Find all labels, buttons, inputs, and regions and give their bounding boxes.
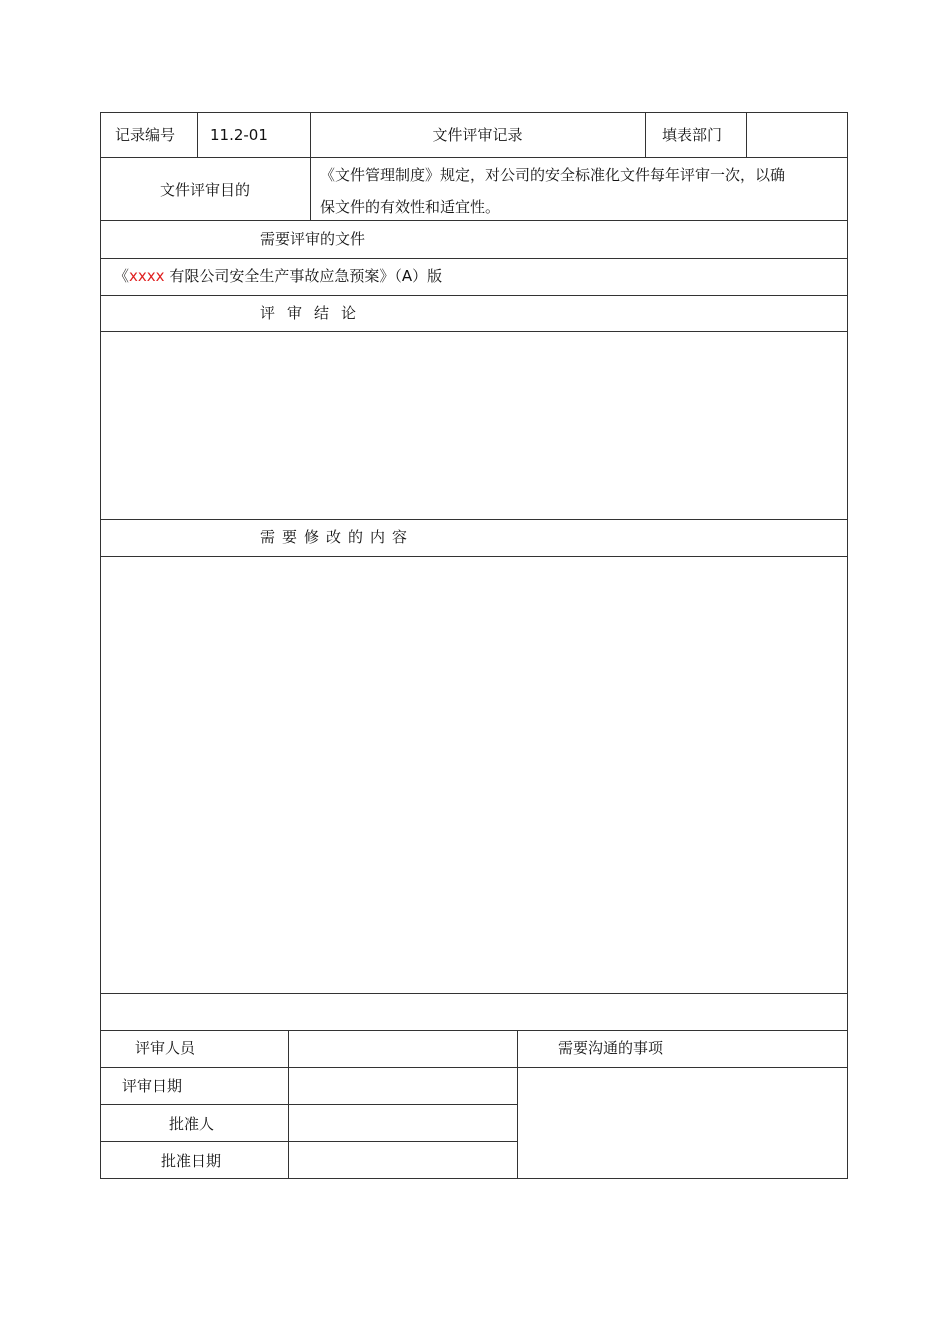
purpose-text-line1: 《文件管理制度》规定，对公司的安全标准化文件每年评审一次，以确 bbox=[320, 166, 786, 184]
col-divider bbox=[746, 112, 747, 157]
row-divider bbox=[100, 1141, 517, 1142]
dept-label: 填表部门 bbox=[662, 126, 723, 144]
row-divider bbox=[100, 295, 848, 296]
approver-field[interactable] bbox=[292, 1108, 512, 1138]
conclusion-label: 评审结论 bbox=[260, 304, 369, 322]
conclusion-field[interactable] bbox=[104, 336, 844, 514]
form-title: 文件评审记录 bbox=[432, 126, 523, 144]
row-divider bbox=[100, 1030, 848, 1031]
approve-date-label: 批准日期 bbox=[161, 1152, 222, 1170]
row-divider bbox=[100, 258, 848, 259]
row-divider bbox=[100, 556, 848, 557]
doc-bracket: 《 bbox=[114, 267, 130, 285]
row-divider bbox=[100, 331, 848, 332]
purpose-text-line2: 保文件的有效性和适宜性。 bbox=[320, 198, 501, 216]
row-divider bbox=[100, 157, 848, 158]
reviewers-label: 评审人员 bbox=[135, 1039, 196, 1057]
reviewers-field[interactable] bbox=[292, 1034, 512, 1064]
doc-company-placeholder: xxxx bbox=[129, 267, 165, 285]
col-divider bbox=[517, 1030, 518, 1179]
row-divider bbox=[100, 993, 848, 994]
communicate-field[interactable] bbox=[521, 1071, 843, 1175]
purpose-label: 文件评审目的 bbox=[159, 181, 250, 199]
col-divider bbox=[645, 112, 646, 157]
approver-label: 批准人 bbox=[169, 1115, 215, 1133]
modifications-field[interactable] bbox=[104, 561, 844, 989]
col-divider bbox=[197, 112, 198, 157]
record-no-value[interactable]: 11.2-01 bbox=[210, 126, 268, 144]
row-divider bbox=[100, 1067, 848, 1068]
col-divider bbox=[288, 1030, 289, 1179]
row-divider bbox=[100, 1104, 517, 1105]
approve-date-field[interactable] bbox=[292, 1145, 512, 1175]
row-divider bbox=[100, 519, 848, 520]
review-date-label: 评审日期 bbox=[122, 1077, 183, 1095]
review-files-label: 需要评审的文件 bbox=[260, 230, 366, 248]
record-no-label: 记录编号 bbox=[115, 126, 176, 144]
row-divider bbox=[100, 220, 848, 221]
review-date-field[interactable] bbox=[292, 1071, 512, 1101]
communicate-label: 需要沟通的事项 bbox=[558, 1039, 664, 1057]
doc-title-rest: 有限公司安全生产事故应急预案》（A）版 bbox=[169, 267, 443, 285]
dept-field[interactable] bbox=[752, 125, 842, 145]
modifications-label: 需要修改的内容 bbox=[260, 528, 415, 546]
review-document-name bbox=[114, 266, 442, 286]
